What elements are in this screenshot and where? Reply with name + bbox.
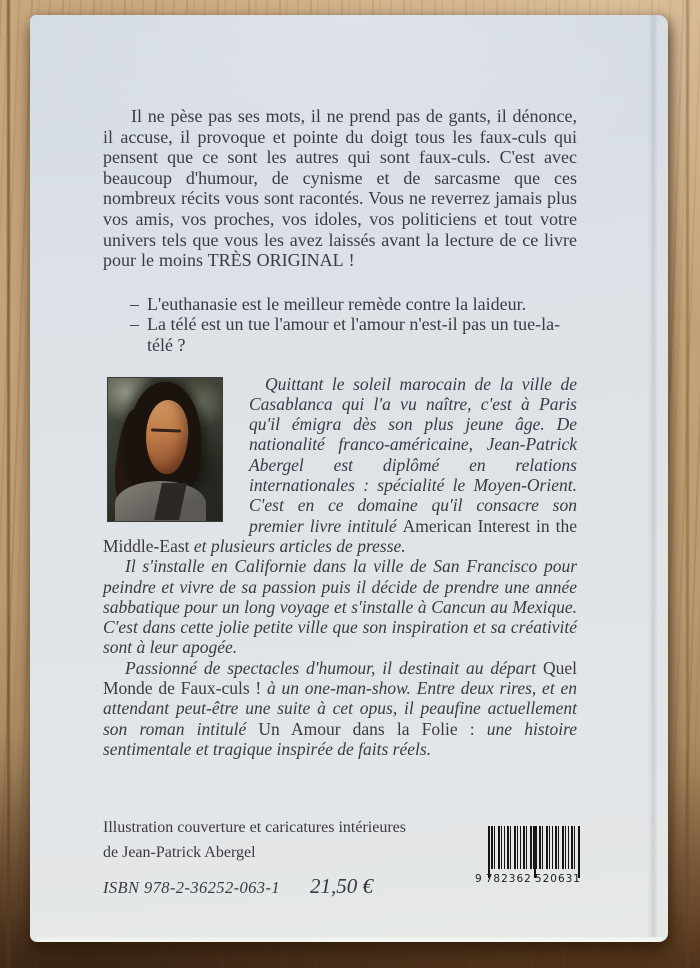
- synopsis-paragraph: Il ne pèse pas ses mots, il ne prend pas de gants, il dénonce, il accuse, il provoque et pointe du doigt tous les faux-culs qui pensent que ce sont les autres qui sont faux-culs. C'est avec beaucoup d'humour, de cynisme et de sarcasme que ces nombreux récits vous sont racontés. Vous ne reverrez jamais plus vos amis, vos proches, vos idoles, vos politiciens et tout votre univers tels que vous les avez laissés avant la lecture de ce livre pour le moins TRÈS ORIGINAL !: [103, 106, 577, 271]
- quote-text: La télé est un tue l'amour et l'amour n'est-il pas un tue-la-télé ?: [147, 314, 561, 355]
- quote-text: L'euthanasie est le meilleur remède contre la laideur.: [147, 293, 527, 314]
- book-title-un-amour: Un Amour dans la Folie :: [258, 718, 475, 739]
- cover-crease: [648, 15, 658, 942]
- quote-item: [130, 294, 577, 315]
- book-title-quel-monde: Quel Monde de Faux-culs !: [103, 657, 577, 698]
- bio-text: une histoire sentimentale et tragique inspirée de faits réels.: [103, 718, 578, 759]
- bio-text: à un one-man-show. Entre deux rires, et en attendant peut-être une suite à cet opus, il peaufine actuellement son roman intitulé: [103, 677, 577, 739]
- wood-grain-line: [686, 0, 689, 968]
- book-title-american-interest: American Interest in the Middle-East: [103, 515, 577, 556]
- quote-dash: –: [130, 314, 139, 335]
- price: 21,50 €: [309, 874, 373, 899]
- credits-line-2: de Jean-Patrick Abergel: [103, 843, 256, 861]
- bio-text: et plusieurs articles de presse.: [189, 535, 406, 556]
- back-cover-text: [103, 15, 577, 898]
- author-bio: [103, 374, 577, 899]
- isbn-number: ISBN 978-2-36252-063-1: [103, 878, 280, 898]
- barcode-guard-bar: [534, 826, 536, 878]
- book-back-cover: [30, 15, 668, 942]
- bio-text: Quittant le soleil marocain de la ville de Casablanca qui l'a vu naître, c'est à Paris qu'il émigra dès son plus jeune âge. De nationalité franco-américaine, Jean-Patrick Abergel est diplômé en relations internationales : spécialité le Moyen-Orient. C'est en ce domaine qu'il consacre son premier livre intitulé: [249, 373, 577, 536]
- barcode-guard-bar: [578, 826, 580, 878]
- barcode-digit-group: 782362: [485, 873, 532, 885]
- bio-paragraph-3: [103, 658, 577, 759]
- quotes-list: [103, 294, 577, 356]
- quote-item: [130, 314, 577, 355]
- bio-text: Passionné de spectacles d'humour, il destinait au départ: [125, 657, 543, 678]
- book-page-edges: [36, 937, 663, 942]
- barcode-number: [475, 873, 581, 886]
- author-photo: [107, 377, 223, 522]
- bio-paragraph-2: Il s'installe en Californie dans la ville de San Francisco pour peindre et vivre de sa passion puis il décide de prendre une année sabbatique pour un long voyage et s'installe à Cancun au Mexique. C'est dans cette jolie petite ville que son inspiration et sa créativité sont à leur apogée.: [103, 556, 577, 658]
- quote-dash: –: [130, 293, 139, 314]
- credits-line-1: Illustration couverture et caricatures intérieures: [103, 819, 406, 837]
- barcode-digit-group: 9: [475, 873, 483, 885]
- ean13-barcode: [475, 826, 581, 886]
- wood-grain-line: [7, 0, 10, 968]
- barcode-guard-bar: [488, 826, 490, 878]
- barcode-digit-group: 520631: [534, 873, 581, 885]
